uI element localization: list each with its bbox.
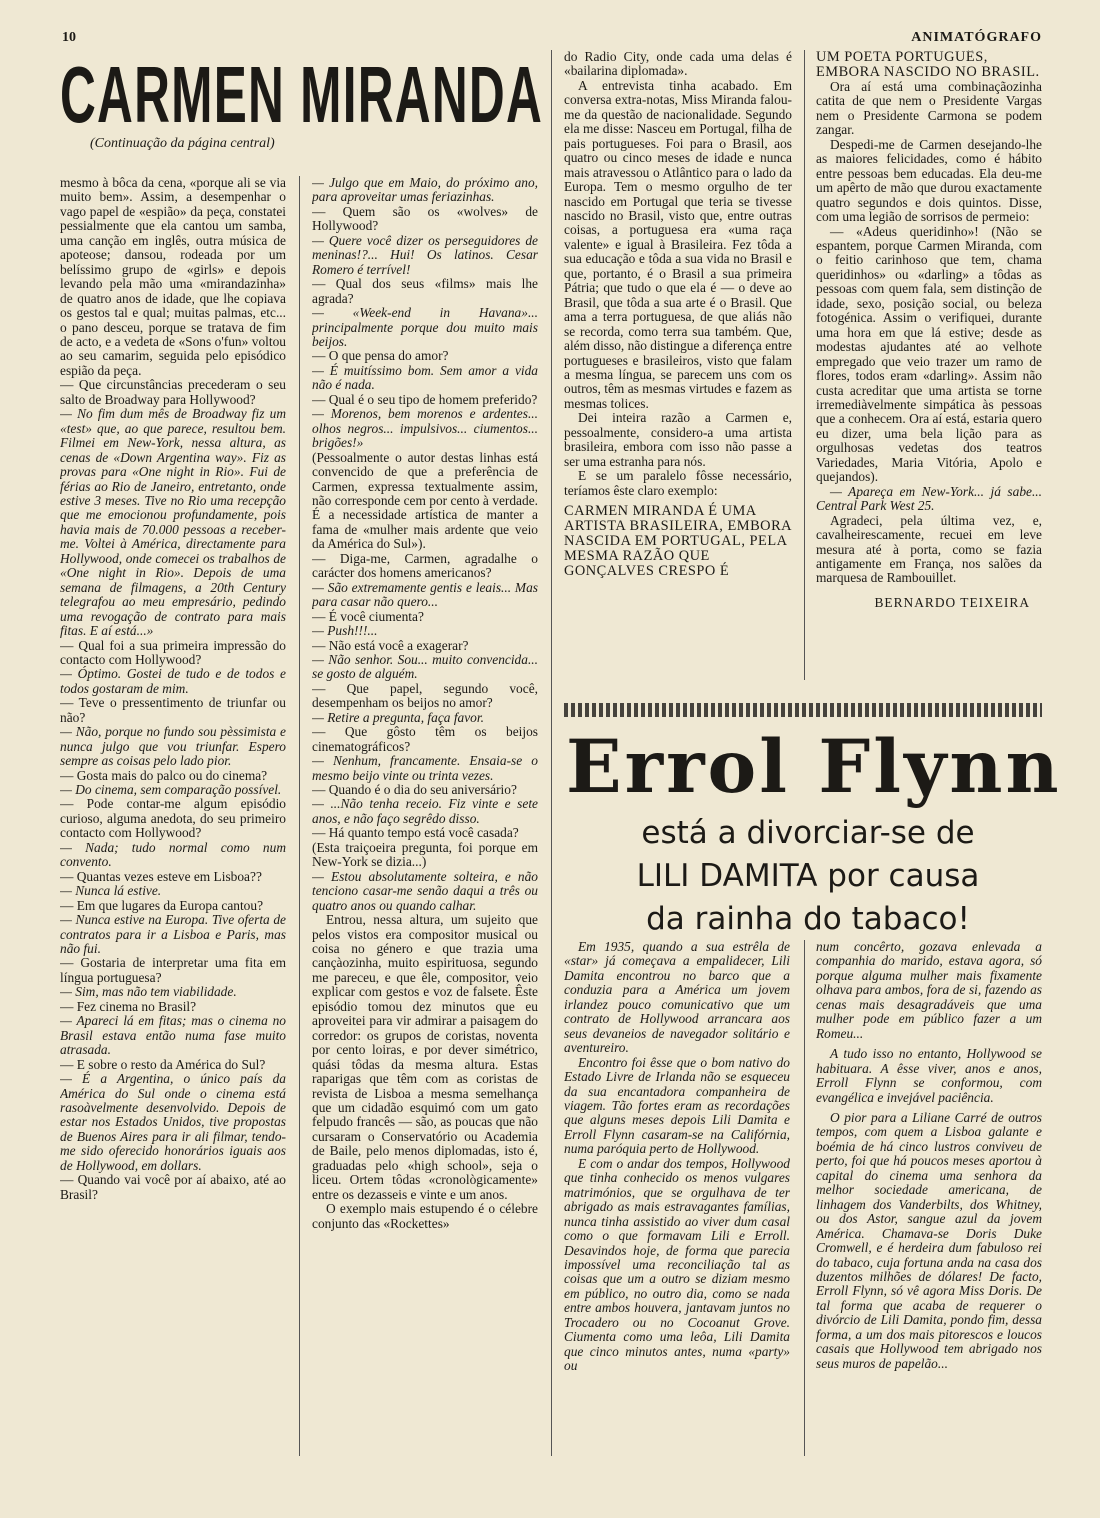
- paragraph: mesmo à bôca da cena, «porque ali se via muito bem». Assim, a desempenhar o vago papel de «espião» da peça, constatei pessialmente que ela cantou um samba, uma canção em inglês, outra música de apoteose; dansou, rodeada por um belíssimo grupo de «girls» e depois levando pela mão uma «mirandazinha» de quatro anos de idade, que lhe copiava os gestos tal e qual; muitas palmas, etc... o pano desceu, porque se tratava de fim de acto, e a vedeta de «Sons o'fun» voltou ao seu camarim, seguida pelo episódico espião da peça.: [60, 176, 286, 378]
- paragraph: — Em que lugares da Europa cantou?: [60, 897, 264, 913]
- paragraph: — «Adeus queridinho»! (Não se espantem, porque Carmen Miranda, com o feitio carinhoso que tem, chama queridinhos» ou «darling» a tôdas as pessoas com quem fala, sem distinção de idade, sexo, posição social, ou beleza fotogénica. Assim o verifiquei, durante uma hora em que lá estive; desde as modestas ajudantes até ao velhote empregado que veio trazer um ramo de flores, todos eram «darling». Assim não custa acreditar que uma artista se torne irremediàvelmente simpática às pessoas que a conhecem. Ora aí está, estaria quero eu dizer, uma bela lição para as orgulhosas vedetas dos teatros Variedades, Maria Vitória, Apolo e quejandos).: [816, 223, 1042, 485]
- paragraph: A entrevista tinha acabado. Em conversa extra-notas, Miss Miranda falou-me da questão de nacionalidade. Segundo ela me disse: Nasceu em Portugal, filha de pais portugueses. Foi para o Brasil, aos quatro ou cinco meses de idade e nunca mais atravessou o Atlântico para o lado da Europa. Tem o mesmo orgulho de ter nascido em Portugal que teria se tivesse nascido no Brasil, visto que, entre outras coisas, a portuguesa era «uma raça valente» e igual à Brasileira. Fez tôda a sua educação e tôda a sua vida no Brasil e que, portanto, é o Brasil a sua primeira Pátria; que tudo o que ela é — o deve ao Brasil, que tôda a sua arte é o Brasil. Que ama a terra portuguesa, de que aliás não se recorda, como terra sua também. Que, além disso, não distingue a diferença entre portugueses e brasileiros, visto que falam a mesma língua, se parecem uns com os outros, têm as mesmas virtudes e fazem as mesmas tolices.: [564, 77, 792, 411]
- column-divider: [551, 50, 552, 1456]
- paragraph: num concêrto, gozava enlevada a companhia do marido, estava agora, só porque alguma mulher mais fixamente olhava para ambos, fora de si, fazendo as cenas mais desagradáveis que uma mulher pode em público fazer a um Romeu...: [816, 940, 1042, 1041]
- paragraph: — Fez cinema no Brasil?: [60, 998, 197, 1014]
- paragraph: — Nada; tudo normal como num convento.: [60, 839, 286, 870]
- paragraph: — Nunca lá estive.: [60, 883, 162, 899]
- column-divider: [804, 940, 805, 1456]
- paragraph: — Qual dos seus «films» mais lhe agrada?: [312, 276, 538, 306]
- paragraph: — Há quanto tempo está você casada?: [312, 825, 519, 841]
- paragraph: Entrou, nessa altura, um sujeito que pelos vistos era compositor musical ou coisa no género e que trazia uma cançàozinha, muito espirituosa, segundo me pareceu, e que êle, compositor, veio explicar com gestos e voz de falsete. Êste episódio tomou dez minutos que eu aproveitei para vir admirar a paisagem do corredor: os grupos de coristas, noventa por cento loiras, e por dever simétrico, quási tôdas da mesma altura. Estas raparigas que têm com as coristas de revista de Lisboa a mesma semelhança que um cidadão esquimó com um gato felpudo francês — são, as poucas que não cursaram o Conservatório ou Academia de Baile, pelo menos diplomadas, isto é, graduadas pelo «high school», seja o liceu. Ortem tôdas «cronològicamente» entre os dezasseis e vinte e um anos.: [312, 912, 538, 1202]
- paragraph: Agradeci, pela última vez, e, cavalheirescamente, recuei em leve mesura até à porta, como se fazia antigamente em França, nos salões da marquesa de Rambouillet.: [816, 512, 1042, 586]
- paragraph: — Qual é o seu tipo de homem preferido?: [312, 391, 538, 407]
- paragraph: Dei inteira razão a Carmen e, pessoalmente, considero-a uma artista brasileira, embora com isso não passe a ser uma estranha para nós.: [564, 410, 792, 469]
- article-column-2: [312, 176, 538, 1458]
- paragraph: — Pode contar-me algum episódio curioso, alguma anedota, do seu primeiro contacto com Hollywood?: [60, 796, 286, 841]
- paragraph: — É muitíssimo bom. Sem amor a vida não é nada.: [312, 362, 538, 393]
- paragraph: — Quando vai você por aí abaixo, até ao Brasil?: [60, 1172, 286, 1202]
- paragraph: — É a Argentina, o único país da América do Sul onde o cinema está rasoàvelmente desenvolvido. Depois de estar nos Estados Unidos, tive propostas de Buenos Aires para ir ali filmar, tendo-me sido oferecido honorários iguais aos de Hollywood, em dollars.: [60, 1071, 286, 1173]
- paragraph: (Pessoalmente o autor destas linhas está convencido de que a preferência de Carmen, expressa textualmente assim, não corresponde cem por cento à verdade. É a necessidade artística de manter a fama de «mulher mais ardente que veio da América do Sul»).: [312, 449, 538, 552]
- paragraph: Encontro foi êsse que o bom nativo do Estado Livre de Irlanda não se esqueceu da sua encantadora companheira de viagem. Tão fortes eram as recordações que alguns meses depois Lili Damita e Erroll Flynn casaram-se na Califórnia, numa paróquia perto de Hollywood.: [564, 1054, 790, 1157]
- paragraph: — «Week-end in Havana»... principalmente porque dou muito mais beijos.: [312, 305, 538, 349]
- paragraph: O exemplo mais estupendo é o célebre conjunto das «Rockettes»: [312, 1201, 538, 1231]
- column-divider: [804, 50, 805, 680]
- paragraph: — Que papel, segundo você, desempenham os beijos no amor?: [312, 680, 538, 711]
- paragraph: — Não senhor. Sou... muito convencida... se gosto de alguém.: [312, 651, 538, 682]
- paragraph: — ...Não tenha receio. Fiz vinte e sete anos, e não faço segrêdo disso.: [312, 796, 538, 826]
- paragraph: — Não está você a exagerar?: [312, 637, 469, 653]
- decorative-banner: [564, 703, 1042, 717]
- paragraph: A tudo isso no entanto, Hollywood se habituara. A êsse viver, anos e anos, Erroll Flynn se conformou, com evangélica e invejável paciência.: [816, 1046, 1042, 1105]
- article-column-1: [60, 176, 286, 1458]
- paragraph: — Do cinema, sem comparação possível.: [60, 782, 282, 798]
- author-signature: BERNARDO TEIXEIRA: [874, 594, 1030, 610]
- article-title: CARMEN MIRANDA: [60, 50, 544, 139]
- paragraph: — Óptimo. Gostei de tudo e de todos e todos gostaram de mim.: [60, 666, 286, 696]
- paragraph: — O que pensa do amor?: [312, 348, 449, 364]
- paragraph: — Apareci lá em fitas; mas o cinema no Brasil estava então numa fase muito atrasada.: [60, 1013, 286, 1058]
- paragraph: — Julgo que em Maio, do próximo ano, para aproveitar umas feriazinhas.: [312, 176, 538, 205]
- paragraph: E se um paralelo fôsse necessário, teríamos êste claro exemplo:: [564, 468, 792, 498]
- paragraph: — Gosta mais do palco ou do cinema?: [60, 767, 268, 783]
- paragraph: — Não, porque no fundo sou pèssimista e nunca julgo que vou triunfar. Espero sempre as coisas pelo lado pior.: [60, 724, 286, 769]
- paragraph: — Quantas vezes esteve em Lisboa??: [60, 868, 262, 884]
- article-column-3: [564, 50, 792, 690]
- paragraph: — Morenos, bem morenos e ardentes... olhos negros... impulsivos... ciumentos... brigões!»: [312, 406, 538, 451]
- column-divider: [299, 176, 300, 1456]
- article-title-2: Errol Flynn: [566, 724, 1062, 810]
- paragraph: — Push!!!...: [312, 623, 378, 639]
- article-subtitle: [568, 812, 1048, 941]
- paragraph: — Estou absolutamente solteira, e não tenciono casar-me senão daqui a três ou quatro anos ou quando calhar.: [312, 868, 538, 913]
- paragraph: — E sobre o resto da América do Sul?: [60, 1056, 266, 1072]
- magazine-name: ANIMATÓGRAFO: [911, 30, 1042, 45]
- paragraph: — Quando é o dia do seu aniversário?: [312, 782, 517, 798]
- paragraph: — Sim, mas não tem viabilidade.: [60, 984, 237, 1000]
- paragraph: — Quem são os «wolves» de Hollywood?: [312, 203, 538, 234]
- paragraph: E com o andar dos tempos, Hollywood que tinha conhecido os menos vulgares matrimónios, que se orgulhava de ter abrigado as mais estravagantes famílias, nunca tinha assistido ao viver dum casal como o que formavam Lili e Erroll. Desavindos hoje, de forma que parecia impossível uma reconciliação tal as coisas que um a outro se diziam mesmo em público, no outro dia, como se nada entre ambos houvera, jantavam juntos no Trocadero ou no Cocoanut Grove. Ciumenta como uma leôa, Lili Damita que cinco minutos antes, numa «party» ou: [564, 1155, 790, 1374]
- paragraph: — Gostaria de interpretar uma fita em língua portuguesa?: [60, 955, 286, 985]
- paragraph: — Retire a pregunta, faça favor.: [312, 709, 484, 725]
- paragraph: UM POETA PORTUGUÊS, EMBORA NASCIDO NO BRASIL.: [816, 50, 1040, 80]
- subtitle-line: LILI DAMITA por causa: [636, 858, 980, 894]
- paragraph: — Nunca estive na Europa. Tive oferta de contratos para ir a Lisboa e Paris, mas não fui.: [60, 912, 286, 957]
- paragraph: — Qual foi a sua primeira impressão do contacto com Hollywood?: [60, 637, 286, 667]
- paragraph: — Diga-me, Carmen, agradalhe o carácter dos homens americanos?: [312, 550, 538, 581]
- paragraph: — Nenhum, francamente. Ensaia-se o mesmo beijo vinte ou trinta vezes.: [312, 753, 538, 783]
- paragraph: — Quere você dizer os perseguidores de meninas!?... Hui! Os latinos. Cesar Romero é terrível!: [312, 232, 538, 277]
- paragraph: — Que circunstâncias precederam o seu salto de Broadway para Hollywood?: [60, 377, 286, 407]
- paragraph: — Apareça em New-York... já sabe... Central Park West 25.: [816, 483, 1042, 514]
- paragraph: — Teve o pressentimento de triunfar ou não?: [60, 695, 286, 725]
- page-number: 10: [62, 30, 76, 45]
- paragraph: Despedi-me de Carmen desejando-lhe as maiores felicidades, como é hábito entre pessoas bem educadas. Ela deu-me um apêrto de mão que durou exactamente quatro segundos e dois quintos. Disse, com uma legião de sorrisos de permeio:: [816, 136, 1042, 225]
- paragraph: — No fim dum mês de Broadway fiz um «test» que, ao que parece, resultou bem. Filmei em New-York, nessa altura, as cenas de «Down Argentina way». Fiz as provas para «One night in Rio». Fui de férias ao Rio de Janeiro, entretanto, onde estive 3 meses. Tive no Rio uma recepção que me emocionou profundamente, pois havia mais de 70.000 pessoas a receber-me. Voltei à América, directamente para Hollywood, onde comecei os trabalhos de «One night in Rio». Depois de uma semana de filmagens, a 20th Century telegrafou ao meu empresário, pedindo uma revogação de contrato para mais fitas. E aí está...»: [60, 406, 286, 639]
- paragraph: (Esta traiçoeira pregunta, foi porque em New-York se dizia...): [312, 839, 538, 870]
- paragraph: Em 1935, quando a sua estrêla de «star» já começava a empalidecer, Lili Damita encontrou no barco que a conduzia para a América um jovem irlandez pouco comunicativo que um contrato de Hollywood arrancara aos seus devaneios de navegador solitário e aventureiro.: [564, 940, 790, 1056]
- continuation-note: (Continuação da página central): [90, 136, 275, 151]
- paragraph: — É você ciumenta?: [312, 608, 424, 624]
- paragraph: — São extremamente gentis e leais... Mas para casar não quero...: [312, 579, 538, 610]
- paragraph: — Que gôsto têm os beijos cinematográficos?: [312, 724, 538, 754]
- paragraph: do Radio City, onde cada uma delas é «bailarina diplomada».: [564, 50, 792, 79]
- subtitle-line: está a divorciar-se de: [641, 815, 975, 851]
- paragraph: Ora aí está uma combinaçãozinha catita de que nem o Presidente Vargas nem o Presidente Carmona se podem zangar.: [816, 79, 1042, 138]
- subtitle-line: da rainha do tabaco!: [646, 901, 970, 937]
- paragraph: O pior para a Liliane Carré de outros tempos, com quem a Lisboa galante e boémia de há cinco lustros conviveu de perto, foi que há poucos meses aportou à capital do cinema uma senhora da melhor sociedade americana, de linhagem dos Vanderbilts, dos Whitney, ou dos Astor, sangue azul da jovem América. Chamava-se Doris Duke Cromwell, e é herdeira dum fabuloso rei do tabaco, cuja fortuna anda na casa dos duzentos milhões de dólares! De facto, Erroll Flynn, só vê agora Miss Doris. De tal forma que acaba de requerer o divórcio de Lili Damita, pondo fim, dessa forma, a um dos mais pitorescos e loucos casais que Hollywood tem abrigado nos seus muros de papelão...: [816, 1109, 1042, 1371]
- article-column-4: [816, 50, 1042, 690]
- article2-column-2: [816, 940, 1042, 1460]
- article2-column-1: [564, 940, 790, 1460]
- paragraph: CARMEN MIRANDA É UMA ARTISTA BRASILEIRA, EMBORA NASCIDA EM PORTUGAL, PELA MESMA RAZÃO QUE GONÇALVES CRESPO É: [564, 503, 792, 580]
